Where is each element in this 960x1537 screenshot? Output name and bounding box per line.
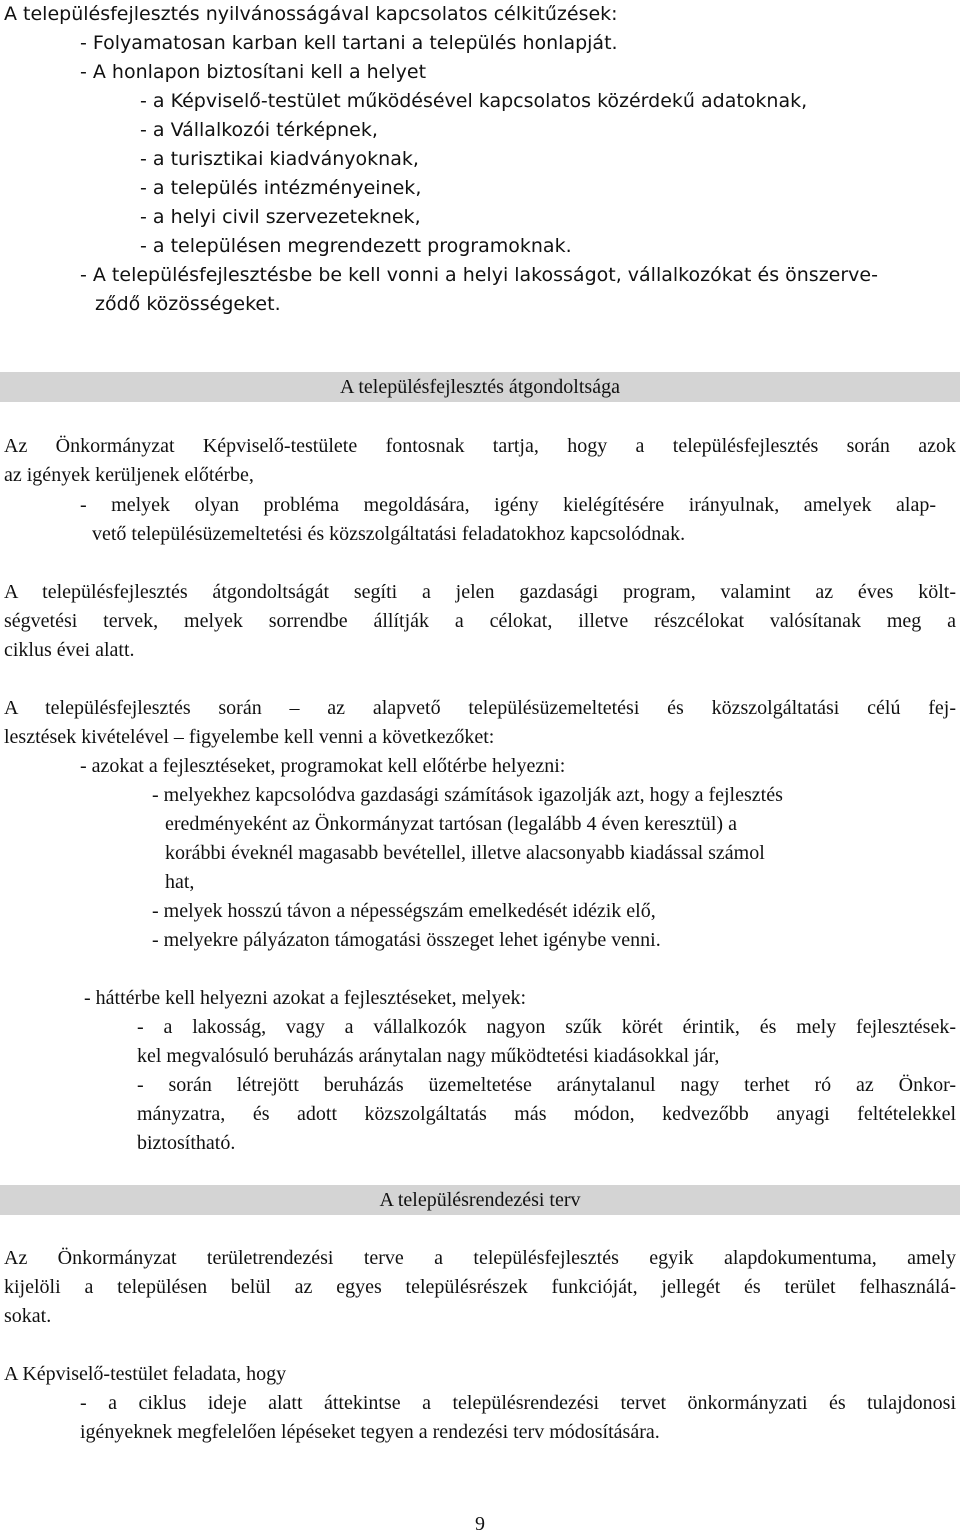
paragraph-line: A Képviselő-testület feladata, hogy bbox=[4, 1363, 287, 1385]
list-item: korábbi éveknél magasabb bevétellel, illetve alacsonyabb kiadással számol bbox=[165, 842, 765, 864]
list-item: - a Képviselő-testület működésével kapcsolatos közérdekű adatoknak, bbox=[140, 90, 808, 112]
list-item: - Folyamatosan karban kell tartani a település honlapját. bbox=[80, 32, 618, 54]
list-item: - melyekhez kapcsolódva gazdasági számítások igazolják azt, hogy a fejlesztés bbox=[152, 784, 783, 806]
list-item: - a településen megrendezett programoknak. bbox=[140, 235, 572, 257]
list-item: - a lakosság, vagy a vállalkozók nagyon szűk körét érintik, és mely fejlesztések- bbox=[137, 1016, 956, 1038]
paragraph-line: az igények kerüljenek előtérbe, bbox=[4, 464, 254, 486]
paragraph-line: Az Önkormányzat területrendezési terve a településfejlesztés egyik alapdokumentuma, amely bbox=[4, 1247, 956, 1269]
paragraph-line: A településfejlesztés során – az alapvető településüzemeltetési és közszolgáltatási célú fej- bbox=[4, 697, 956, 719]
list-item: vető településüzemeltetési és közszolgáltatási feladatokhoz kapcsolódnak. bbox=[92, 523, 686, 545]
paragraph-line: lesztések kivételével – figyelembe kell venni a következőket: bbox=[4, 726, 495, 748]
list-item: - a település intézményeinek, bbox=[140, 177, 422, 199]
paragraph-line: A településfejlesztés átgondoltságát segíti a jelen gazdasági program, valamint az éves költ- bbox=[4, 581, 956, 603]
paragraph-line: sokat. bbox=[4, 1305, 52, 1327]
section-heading: A településfejlesztés átgondoltsága bbox=[0, 372, 960, 402]
list-item: igényeknek megfelelően lépéseket tegyen a rendezési terv módosítására. bbox=[80, 1421, 660, 1443]
list-item: - a helyi civil szervezeteknek, bbox=[140, 206, 421, 228]
list-item: biztosítható. bbox=[137, 1132, 236, 1154]
paragraph-line: Az Önkormányzat Képviselő-testülete fontosnak tartja, hogy a településfejlesztés során azok bbox=[4, 435, 956, 457]
list-item: eredményeként az Önkormányzat tartósan (legalább 4 éven keresztül) a bbox=[165, 813, 737, 835]
paragraph-line: kijelöli a településen belül az egyes településrészek funkcióját, jellegét és terület felhasználá- bbox=[4, 1276, 956, 1298]
list-item: - melyek olyan probléma megoldására, igény kielégítésére irányulnak, amelyek alap- bbox=[80, 494, 936, 516]
list-item: - A honlapon biztosítani kell a helyet bbox=[80, 61, 427, 83]
section-heading: A településrendezési terv bbox=[0, 1185, 960, 1215]
list-item: mányzatra, és adott közszolgáltatás más módon, kedvezőbb anyagi feltételekkel bbox=[137, 1103, 956, 1125]
list-item: hat, bbox=[165, 871, 195, 893]
list-item: - a turisztikai kiadványoknak, bbox=[140, 148, 419, 170]
list-item: - azokat a fejlesztéseket, programokat kell előtérbe helyezni: bbox=[80, 755, 566, 777]
list-item: - a ciklus ideje alatt áttekintse a településrendezési tervet önkormányzati és tulajdonosi bbox=[80, 1392, 956, 1414]
list-item: kel megvalósuló beruházás aránytalan nagy működtetési kiadásokkal jár, bbox=[137, 1045, 720, 1067]
list-item: - melyek hosszú távon a népességszám emelkedését idézik elő, bbox=[152, 900, 656, 922]
list-item: - melyekre pályázaton támogatási összeget lehet igénybe venni. bbox=[152, 929, 661, 951]
list-item: ződő közösségeket. bbox=[95, 293, 281, 315]
paragraph-line: ségvetési tervek, melyek sorrendbe állítják a célokat, illetve részcélokat valósítanak meg a bbox=[4, 610, 956, 632]
page-number: 9 bbox=[475, 1513, 485, 1535]
list-item: - A településfejlesztésbe be kell vonni a helyi lakosságot, vállalkozókat és önszerve- bbox=[80, 264, 878, 286]
section1-title: A településfejlesztés nyilvánosságával kapcsolatos célkitűzések: bbox=[4, 3, 618, 25]
list-item: - a Vállalkozói térképnek, bbox=[140, 119, 378, 141]
list-item: - háttérbe kell helyezni azokat a fejlesztéseket, melyek: bbox=[84, 987, 527, 1009]
paragraph-line: ciklus évei alatt. bbox=[4, 639, 135, 661]
list-item: - során létrejött beruházás üzemeltetése aránytalanul nagy terhet ró az Önkor- bbox=[137, 1074, 956, 1096]
